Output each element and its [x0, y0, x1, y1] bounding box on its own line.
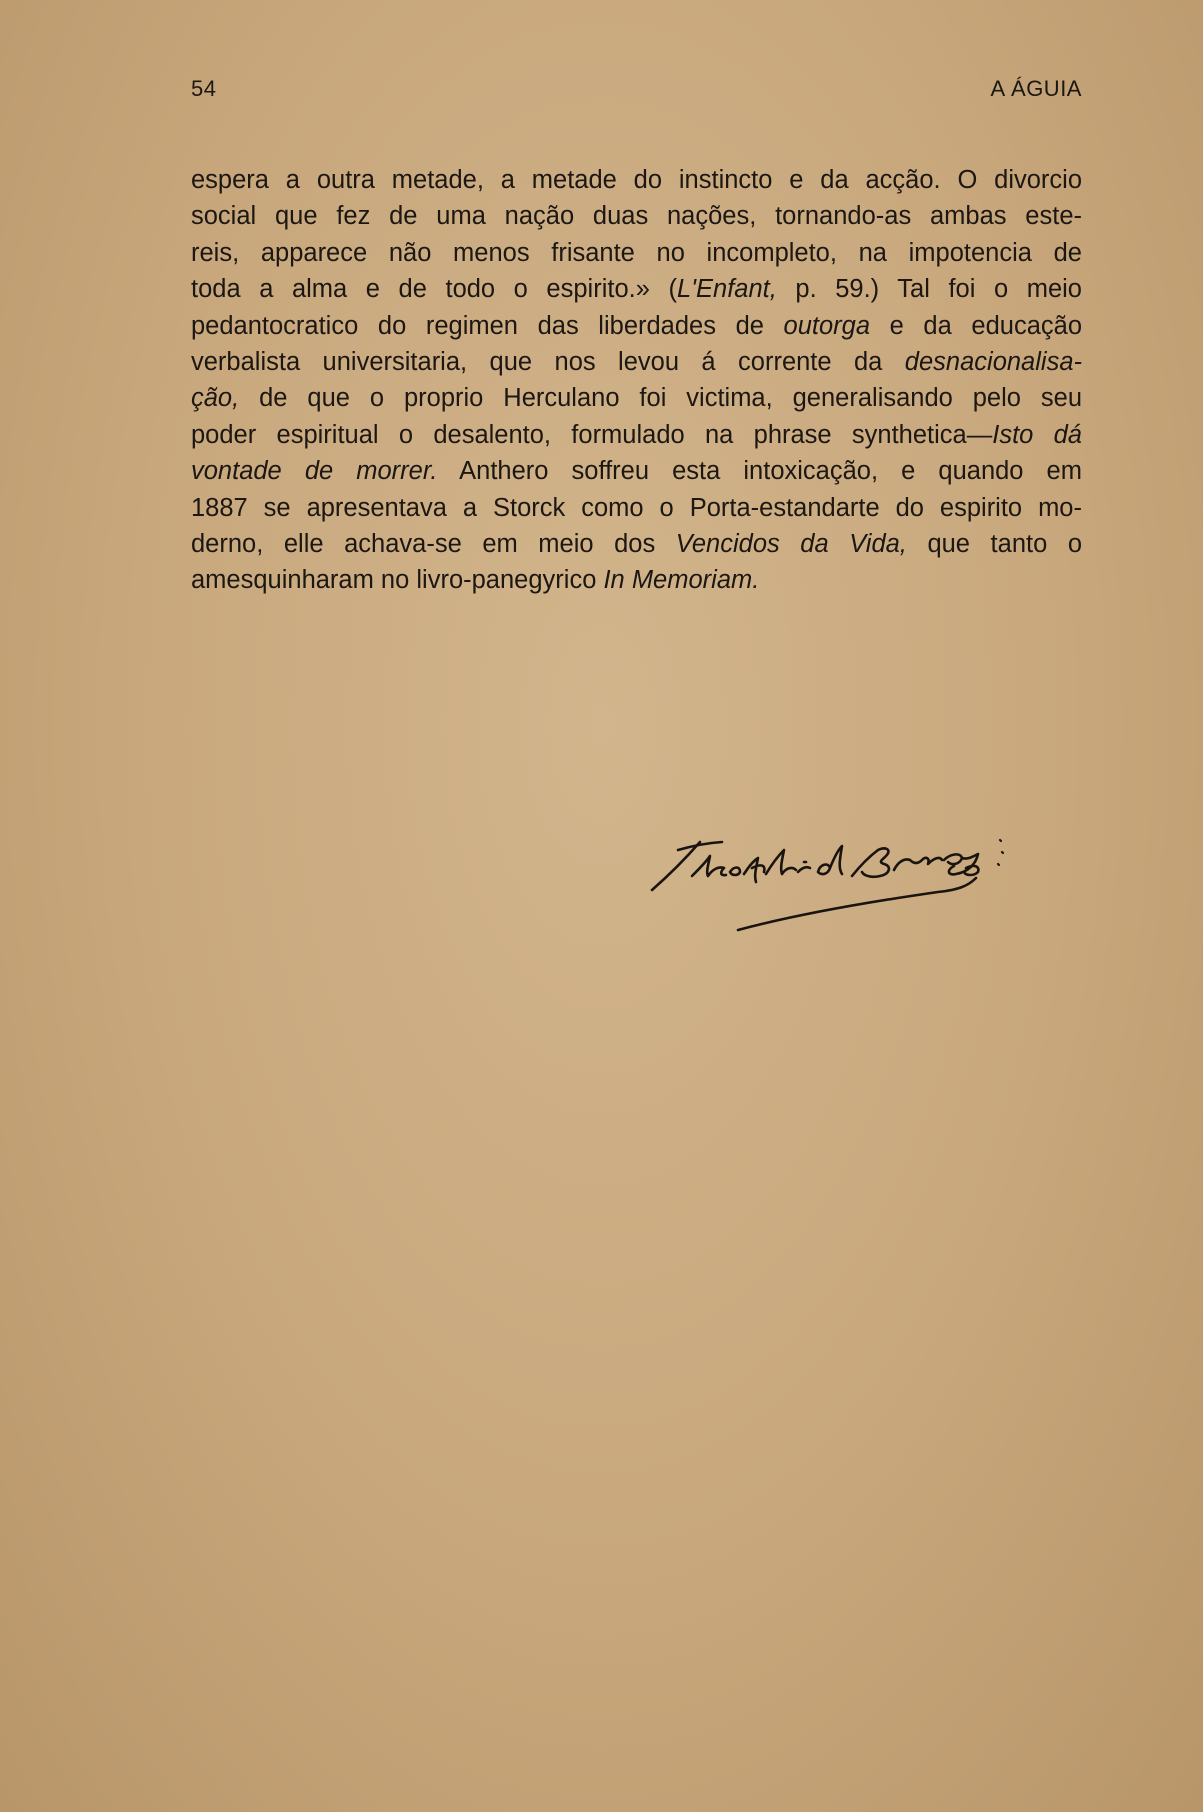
running-head: A ÁGUIA: [990, 76, 1082, 101]
text-run: social que fez de uma nação duas nações, tornando-as ambas este-: [191, 202, 1082, 231]
text-line: [191, 562, 1082, 598]
page-header: [191, 76, 1082, 110]
text-line: [191, 526, 1082, 562]
text-run: amesquinharam no livro-panegyrico: [191, 566, 604, 595]
text-run: toda a alma e de todo o espirito.» (: [191, 275, 677, 304]
text-run: pedantocratico do regimen das liberdades de: [191, 311, 784, 340]
italic-text: L'Enfant,: [676, 275, 777, 304]
text-run: 1887 se apresentava a Storck como o Porta-estandarte do espirito mo-: [191, 493, 1082, 522]
text-run: derno, elle achava-se em meio dos: [191, 529, 676, 558]
text-line: [191, 453, 1082, 489]
text-line: [191, 162, 1082, 198]
text-line: [191, 198, 1082, 234]
body-paragraph: [191, 162, 1082, 599]
text-line: [191, 417, 1082, 453]
text-line: [191, 308, 1082, 344]
italic-text: vontade de morrer.: [191, 457, 438, 486]
text-run: verbalista universitaria, que nos levou á corrente da: [191, 347, 905, 376]
italic-text: ção,: [191, 384, 240, 413]
italic-text: In Memoriam.: [603, 566, 760, 595]
text-run: espera a outra metade, a metade do instincto e da acção. O divorcio: [191, 166, 1082, 194]
text-run: Anthero soffreu esta intoxicação, e quando em: [437, 457, 1082, 486]
italic-text: desnacionalisa-: [904, 347, 1082, 376]
italic-text: Isto dá: [992, 420, 1082, 449]
text-run: e da educação: [870, 311, 1082, 340]
handwritten-signature: [648, 828, 1088, 948]
text-run: p. 59.) Tal foi o meio: [776, 275, 1082, 304]
text-line: [191, 235, 1082, 271]
text-run: que tanto o: [906, 529, 1082, 558]
page-number: 54: [191, 76, 217, 101]
text-line: [191, 490, 1082, 526]
italic-text: Vencidos da Vida,: [675, 529, 907, 558]
text-line: [191, 271, 1082, 307]
italic-text: outorga: [783, 311, 871, 340]
text-line: [191, 380, 1082, 416]
text-run: de que o proprio Herculano foi victima, generalisando pelo seu: [239, 384, 1082, 413]
text-run: reis, apparece não menos frisante no incompleto, na impotencia de: [191, 238, 1082, 267]
text-run: poder espiritual o desalento, formulado na phrase synthetica—: [191, 420, 993, 449]
text-line: [191, 344, 1082, 380]
